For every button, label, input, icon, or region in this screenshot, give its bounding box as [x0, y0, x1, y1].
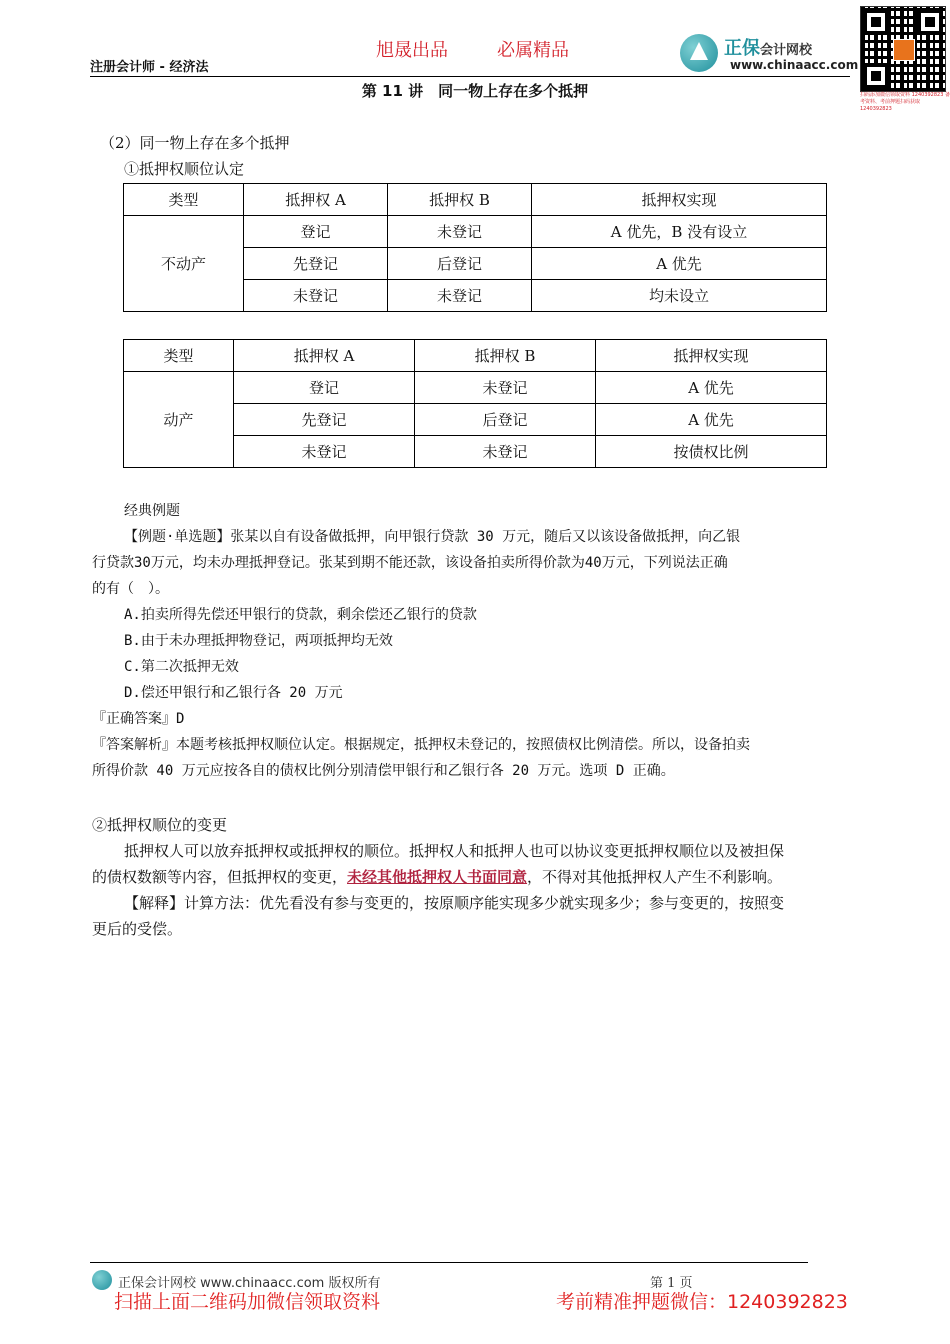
table-cell: A 优先: [596, 372, 827, 404]
option-b: B.由于未办理抵押物登记，两项抵押均无效: [124, 633, 393, 649]
explanation-line: 更后的受偿。: [92, 920, 183, 938]
logo-name: 正保: [724, 38, 760, 59]
logo-subname: 会计网校: [760, 43, 813, 58]
table-cell: A 优先: [596, 404, 827, 436]
table-header-cell: 抵押权 A: [244, 184, 388, 216]
table-cell: 先登记: [244, 248, 388, 280]
lecture-title: 第 11 讲 同一物上存在多个抵押: [361, 82, 589, 100]
footer-promo-right: 考前精准押题微信：1240392823: [556, 1291, 848, 1313]
example-question-line: 行贷款30万元，均未办理抵押登记。张某到期不能还款，该设备拍卖所得价款为40万元，下列说法正确: [92, 555, 728, 571]
qr-caption: 扫码添加微信领取资料 1240392823 备考资料、考前押题扫码获取 1240392823: [860, 92, 950, 112]
footer-divider: [90, 1262, 808, 1263]
footer-copyright: 正保会计网校 www.chinaacc.com 版权所有: [118, 1276, 381, 1291]
option-a: A.拍卖所得先偿还甲银行的贷款，剩余偿还乙银行的贷款: [124, 607, 477, 623]
brand-logo: [680, 34, 859, 74]
table-cell: 登记: [244, 216, 388, 248]
table-cell: 后登记: [388, 248, 532, 280]
table-cell: A 优先，B 没有设立: [532, 216, 827, 248]
footer-logo-icon: [92, 1270, 112, 1290]
logo-icon: [680, 34, 718, 72]
table-cell: 未登记: [244, 280, 388, 312]
footer-promo-left: 扫描上面二维码加微信领取资料: [114, 1291, 381, 1313]
option-c: C.第二次抵押无效: [124, 659, 239, 675]
table-cell: 后登记: [415, 404, 596, 436]
table-cell: 均未设立: [532, 280, 827, 312]
example-question-line: 的有（ ）。: [92, 581, 169, 597]
answer-analysis-line: 所得价款 40 万元应按各自的债权比例分别清偿甲银行和乙银行各 20 万元。选项 D 正确。: [92, 763, 675, 779]
promo-left: 旭晟出品: [376, 40, 448, 61]
table-header-cell: 抵押权 B: [415, 340, 596, 372]
table-header-cell: 抵押权实现: [596, 340, 827, 372]
table-header-cell: 类型: [124, 340, 234, 372]
logo-url: www.chinaacc.com: [730, 58, 859, 72]
option-d: D.偿还甲银行和乙银行各 20 万元: [124, 685, 343, 701]
table-cell: 未登记: [415, 372, 596, 404]
promo-right: 必属精品: [497, 40, 569, 61]
explanation-line: 【解释】计算方法：优先看没有参与变更的，按原顺序能实现多少就实现多少；参与变更的，按照变: [124, 894, 785, 912]
table-cell: 未登记: [388, 216, 532, 248]
answer-analysis-line: 『答案解析』本题考核抵押权顺位认定。根据规定，抵押权未登记的，按照债权比例清偿。所以，设备拍卖: [92, 737, 750, 753]
subsection-priority: ①抵押权顺位认定: [124, 160, 245, 178]
example-label: 经典例题: [124, 503, 180, 519]
table-cell: 未登记: [234, 436, 415, 468]
table-row: [124, 216, 827, 248]
header-divider: [90, 76, 850, 77]
table-cell: 未登记: [388, 280, 532, 312]
movable-mortgage-table: [123, 339, 827, 468]
table-header-cell: 抵押权 B: [388, 184, 532, 216]
change-paragraph-line: 抵押权人可以放弃抵押权或抵押权的顺位。抵押权人和抵押人也可以协议变更抵押权顺位以及被担保: [124, 842, 785, 860]
table-header-cell: 类型: [124, 184, 244, 216]
type-cell: 动产: [124, 372, 234, 468]
type-cell: 不动产: [124, 216, 244, 312]
course-name: 注册会计师 - 经济法: [90, 60, 209, 75]
table-row: [124, 372, 827, 404]
example-question-line: 【例题·单选题】张某以自有设备做抵押，向甲银行贷款 30 万元，随后又以该设备做抵押，向乙银: [124, 529, 741, 545]
page-number: 第 1 页: [650, 1276, 693, 1291]
table-header-row: [124, 184, 827, 216]
correct-answer: 『正确答案』D: [92, 711, 185, 727]
change-heading: ②抵押权顺位的变更: [92, 816, 228, 834]
table-header-cell: 抵押权实现: [532, 184, 827, 216]
table-header-row: [124, 340, 827, 372]
change-paragraph-line: 的债权数额等内容，但抵押权的变更，未经其他抵押权人书面同意，不得对其他抵押权人产生不利影响。: [92, 868, 783, 886]
table-cell: A 优先: [532, 248, 827, 280]
realty-mortgage-table: [123, 183, 827, 312]
table-header-cell: 抵押权 A: [234, 340, 415, 372]
highlighted-condition: 未经其他抵押权人书面同意: [347, 868, 528, 886]
section-heading: （2）同一物上存在多个抵押: [100, 134, 290, 152]
table-cell: 未登记: [415, 436, 596, 468]
table-cell: 按债权比例: [596, 436, 827, 468]
table-cell: 登记: [234, 372, 415, 404]
table-cell: 先登记: [234, 404, 415, 436]
